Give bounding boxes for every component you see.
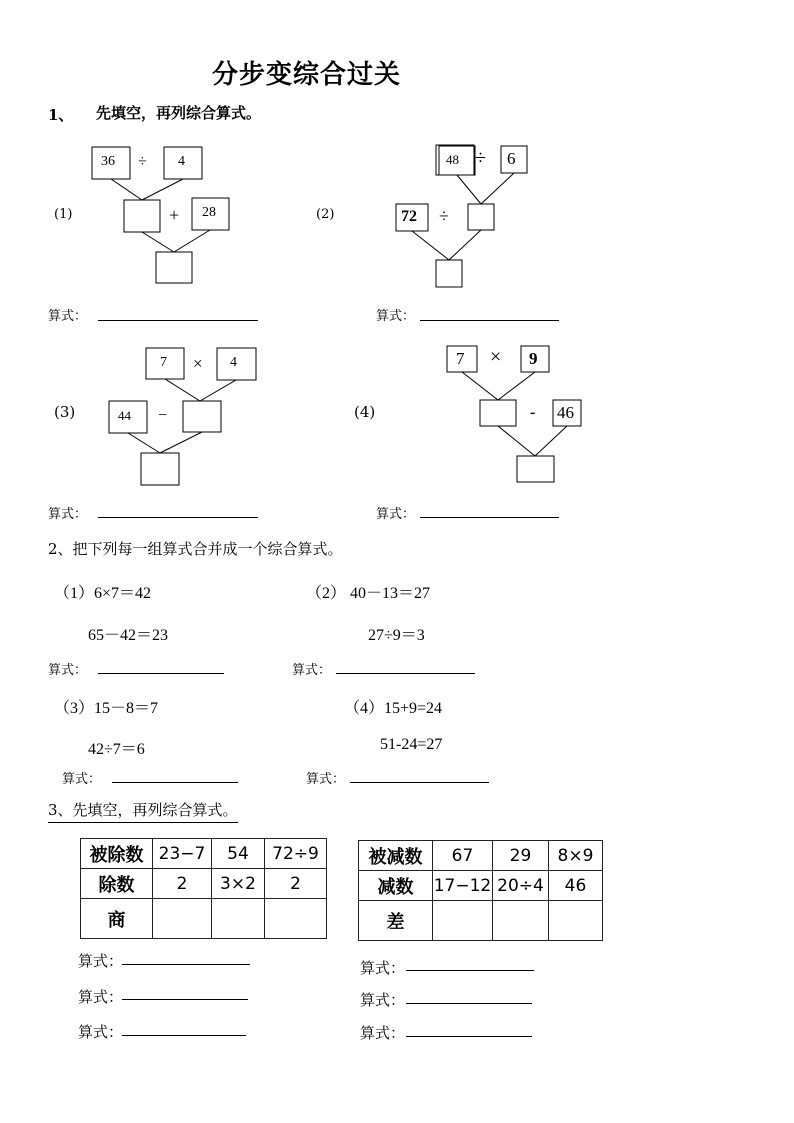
- s3-left-suanshi-label-2: 算式：: [78, 988, 124, 1006]
- p4-value-b: 9: [529, 349, 538, 368]
- p4-op1: ×: [490, 346, 502, 368]
- s3-right-suanshi-label-1: 算式：: [360, 959, 406, 977]
- p3-value-c: 44: [118, 408, 131, 423]
- p2-answer-line[interactable]: [420, 320, 559, 321]
- table2-cell: 67: [433, 841, 493, 871]
- p2-suanshi-label: 算式：: [376, 309, 416, 324]
- p1-suanshi-label: 算式：: [48, 309, 88, 324]
- p2-value-b: 6: [507, 149, 516, 168]
- p2-op1: ÷: [475, 147, 486, 169]
- p4-box-result1[interactable]: [480, 400, 516, 426]
- s3-left-answer-line-1[interactable]: [122, 964, 250, 965]
- p3-op2: −: [158, 407, 168, 424]
- table1-cell: 3×2: [212, 869, 265, 899]
- p1-label: (1): [54, 207, 73, 222]
- p1-value-c: 28: [202, 205, 216, 220]
- table1-answer-cell[interactable]: [265, 899, 327, 939]
- table-division: [80, 838, 327, 939]
- s2-g1-line1: （1）6×7＝42: [54, 585, 152, 602]
- s2-g4-line2: 51-24=27: [380, 736, 443, 753]
- p2-value-c: 72: [401, 208, 417, 225]
- s3-left-suanshi-label-1: 算式：: [78, 952, 124, 970]
- s2-g2-line2: 27÷9＝3: [368, 627, 425, 644]
- table-subtraction: [358, 840, 603, 941]
- s2-g3-answer-line[interactable]: [112, 782, 238, 783]
- s3-right-answer-line-2[interactable]: [406, 1003, 532, 1004]
- s2-g3-suanshi-label: 算式：: [62, 772, 102, 787]
- table1-cell: 54: [212, 839, 265, 869]
- s2-g3-line2: 42÷7＝6: [88, 741, 145, 758]
- s2-g4-suanshi-label: 算式：: [306, 772, 346, 787]
- p1-value-a: 36: [101, 154, 115, 169]
- s3-right-answer-line-3[interactable]: [406, 1036, 532, 1037]
- p4-op2: -: [530, 404, 536, 421]
- page-title: 分步变综合过关: [212, 60, 402, 90]
- table2-header-subtrahend: 减数: [359, 871, 433, 901]
- s2-g4-answer-line[interactable]: [350, 782, 489, 783]
- p1-value-b: 4: [178, 154, 185, 169]
- p1-box-result1[interactable]: [124, 200, 160, 232]
- p4-suanshi-label: 算式：: [376, 507, 416, 522]
- p1-answer-line[interactable]: [98, 320, 258, 321]
- table1-cell: 23−7: [153, 839, 212, 869]
- table2-header-difference: 差: [359, 901, 433, 941]
- p2-box-final[interactable]: [436, 260, 462, 287]
- table2-answer-cell[interactable]: [493, 901, 549, 941]
- s2-g1-suanshi-label: 算式：: [48, 663, 88, 678]
- table1-header-quotient: 商: [81, 899, 153, 939]
- s2-g4-line1: （4）15+9=24: [344, 700, 443, 717]
- s3-left-suanshi-label-3: 算式：: [78, 1023, 124, 1041]
- p1-op2: +: [169, 205, 180, 225]
- s2-g2-answer-line[interactable]: [336, 673, 475, 674]
- p3-answer-line[interactable]: [98, 517, 258, 518]
- p4-answer-line[interactable]: [420, 517, 559, 518]
- table1-header-divisor: 除数: [81, 869, 153, 899]
- table2-answer-cell[interactable]: [433, 901, 493, 941]
- section1-heading: 先填空，再列综合算式。: [96, 104, 262, 122]
- p2-value-a: 48: [446, 152, 459, 167]
- p3-suanshi-label: 算式：: [48, 507, 88, 522]
- p2-box-result1[interactable]: [468, 204, 494, 230]
- table2-answer-cell[interactable]: [549, 901, 603, 941]
- s3-right-answer-line-1[interactable]: [406, 970, 534, 971]
- section3-heading: 3、先填空，再列综合算式。: [48, 799, 238, 823]
- table2-cell: 29: [493, 841, 549, 871]
- p4-value-c: 46: [557, 403, 574, 422]
- section1-number: 1、: [48, 106, 74, 124]
- p4-label: (4): [354, 403, 376, 421]
- p4-value-a: 7: [456, 349, 465, 368]
- s2-g1-line2: 65－42＝23: [88, 627, 169, 644]
- table1-answer-cell[interactable]: [212, 899, 265, 939]
- p3-label: (3): [54, 403, 76, 421]
- s2-g2-line1: （2） 40－13＝27: [306, 585, 431, 602]
- section2-heading: 2、把下列每一组算式合并成一个综合算式。: [48, 540, 343, 558]
- table1-cell: 2: [265, 869, 327, 899]
- table2-cell: 20÷4: [493, 871, 549, 901]
- p2-op2: ÷: [439, 206, 449, 226]
- table1-cell: 2: [153, 869, 212, 899]
- table1-answer-cell[interactable]: [153, 899, 212, 939]
- table2-header-minuend: 被减数: [359, 841, 433, 871]
- s3-right-suanshi-label-3: 算式：: [360, 1024, 406, 1042]
- s3-left-answer-line-3[interactable]: [122, 1035, 246, 1036]
- table1-cell: 72÷9: [265, 839, 327, 869]
- p3-value-a: 7: [160, 355, 167, 370]
- p1-box-final[interactable]: [156, 252, 192, 283]
- p3-box-result1[interactable]: [183, 401, 221, 432]
- tree-diagrams: [0, 0, 794, 560]
- s2-g3-line1: （3）15－8＝7: [54, 700, 159, 717]
- s3-right-suanshi-label-2: 算式：: [360, 991, 406, 1009]
- p2-label: (2): [316, 207, 335, 222]
- p1-op1: ÷: [138, 153, 147, 170]
- table2-cell: 17−12: [433, 871, 493, 901]
- p3-value-b: 4: [230, 355, 237, 370]
- p3-box-final[interactable]: [141, 453, 179, 485]
- p4-box-final[interactable]: [517, 456, 554, 482]
- s2-g1-answer-line[interactable]: [98, 673, 224, 674]
- p3-op1: ×: [193, 354, 203, 373]
- table2-cell: 46: [549, 871, 603, 901]
- table1-header-dividend: 被除数: [81, 839, 153, 869]
- table2-cell: 8×9: [549, 841, 603, 871]
- s3-left-answer-line-2[interactable]: [122, 999, 248, 1000]
- s2-g2-suanshi-label: 算式：: [292, 663, 332, 678]
